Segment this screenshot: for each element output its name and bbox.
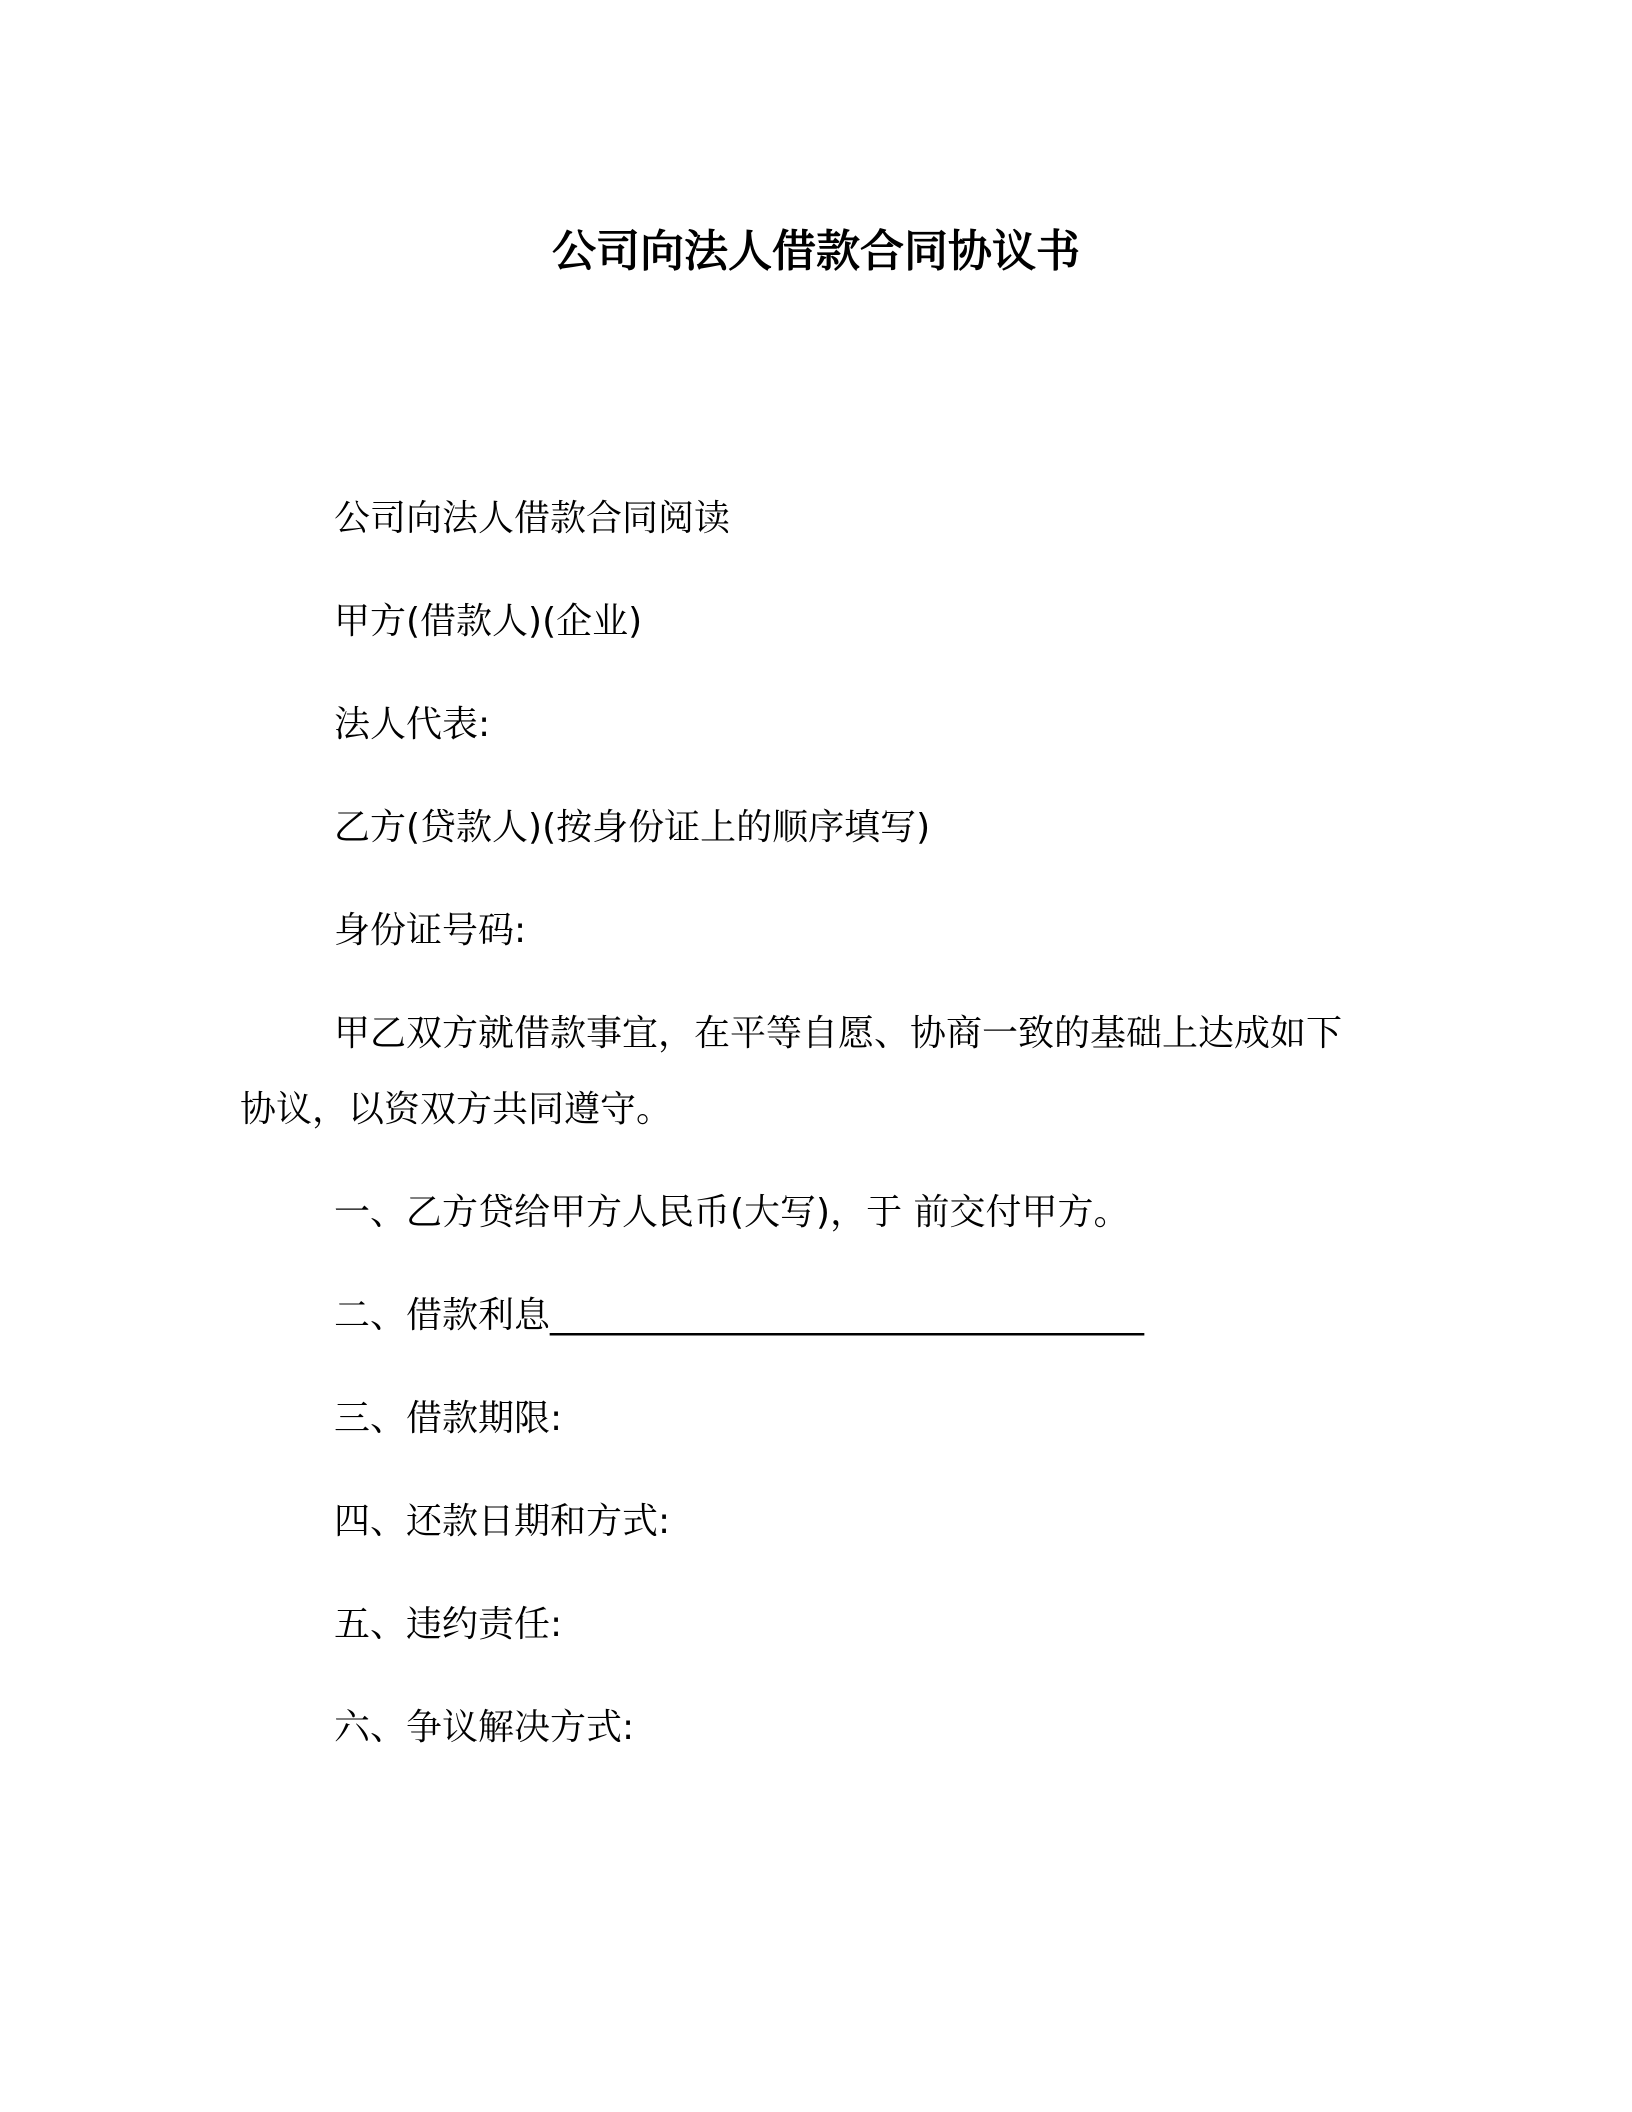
clause-3-term: 三、借款期限: bbox=[334, 1398, 563, 1439]
agreement-intro-line-1: 甲乙双方就借款事宜，在平等自愿、协商一致的基础上达成如下 bbox=[334, 1013, 1343, 1054]
clause-4-repayment: 四、还款日期和方式: bbox=[334, 1501, 671, 1542]
clause-1-loan-amount: 一、乙方贷给甲方人民币(大写)，于 前交付甲方。 bbox=[334, 1192, 1130, 1233]
id-number-line: 身份证号码: bbox=[334, 910, 527, 951]
clause-6-dispute: 六、争议解决方式: bbox=[334, 1707, 635, 1748]
document-title: 公司向法人借款合同协议书 bbox=[552, 226, 1080, 277]
contract-subtitle: 公司向法人借款合同阅读 bbox=[334, 498, 731, 539]
party-a-line: 甲方(借款人)(企业) bbox=[334, 601, 643, 642]
legal-representative-line: 法人代表: bbox=[334, 704, 491, 745]
clause-5-liability: 五、违约责任: bbox=[334, 1604, 563, 1645]
party-b-line: 乙方(贷款人)(按身份证上的顺序填写) bbox=[334, 807, 931, 848]
clause-2-interest: 二、借款利息_________________________________ bbox=[334, 1295, 1145, 1336]
agreement-intro-line-2: 协议，以资双方共同遵守。 bbox=[240, 1089, 673, 1130]
